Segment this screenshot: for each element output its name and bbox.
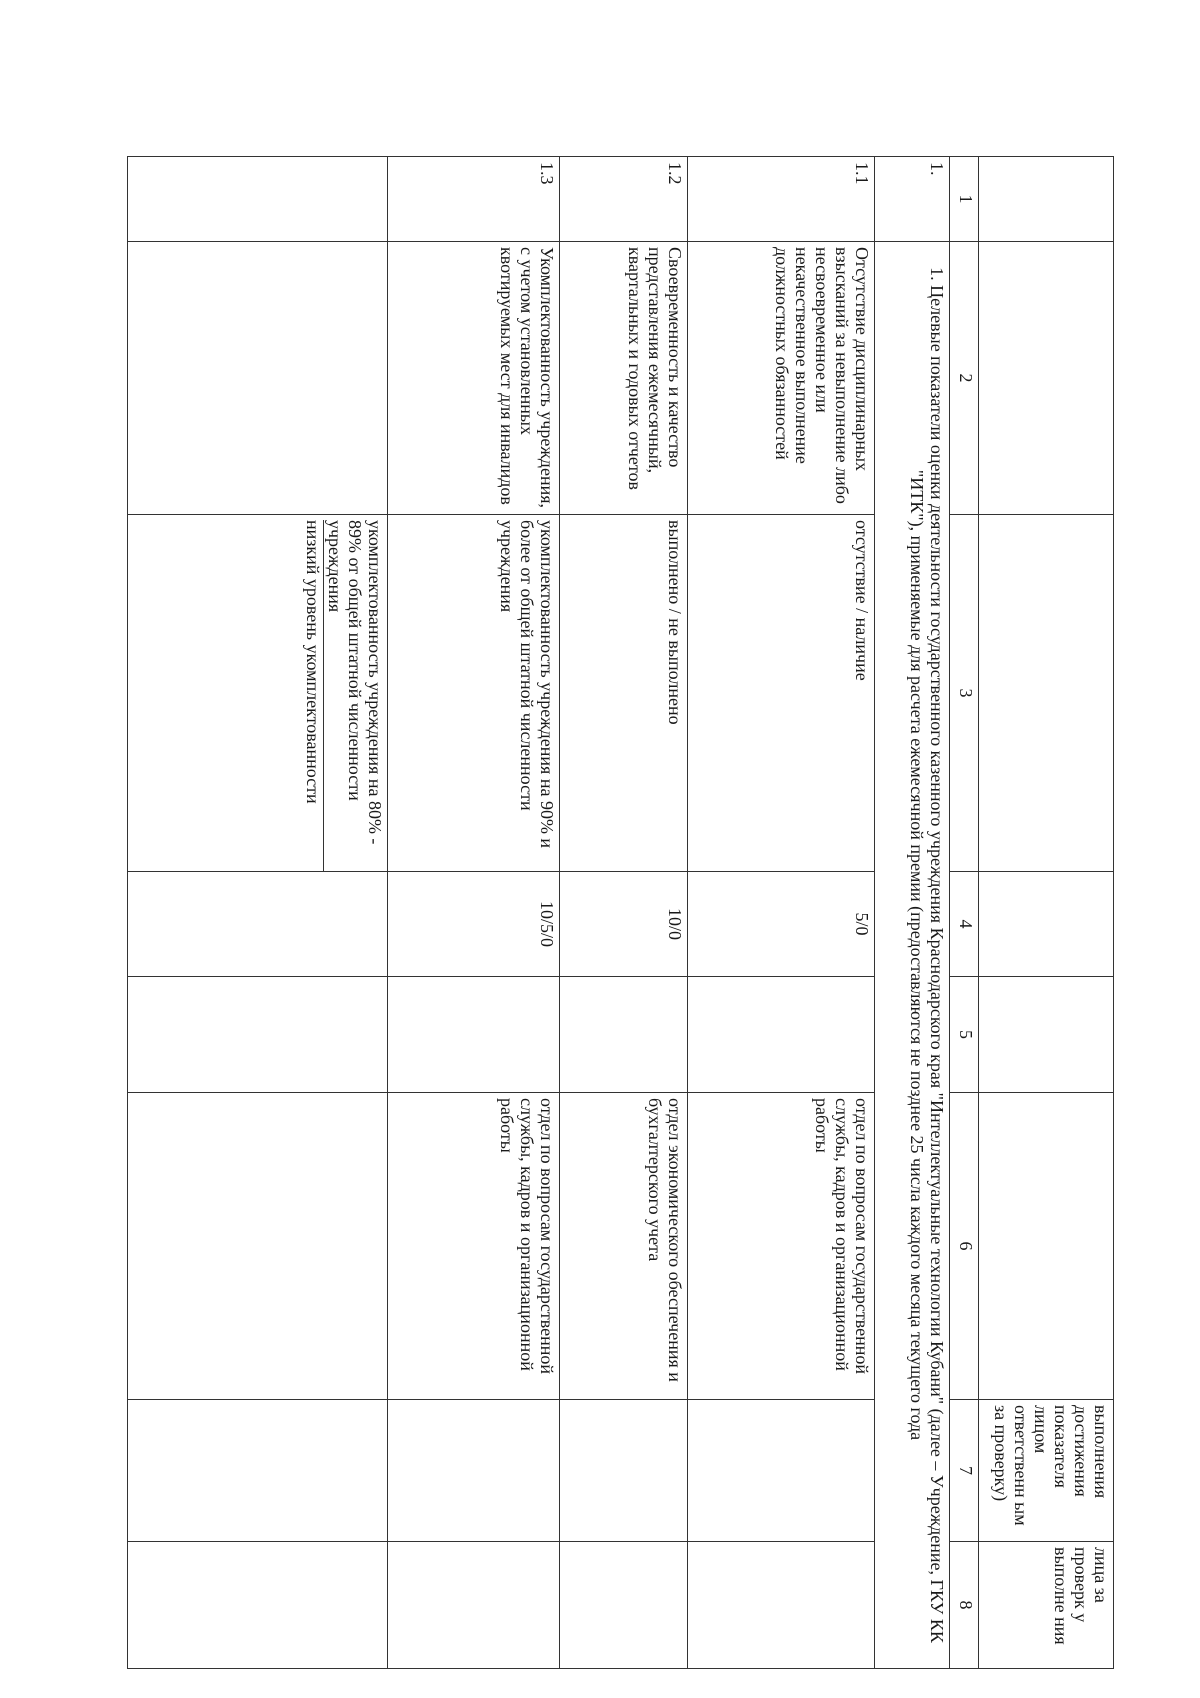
indicator-points: 10/0 [560, 872, 688, 977]
section-number: 1. [875, 157, 950, 242]
column-numbers-row [949, 157, 978, 1669]
indicator-col5 [560, 977, 688, 1093]
header-cell-1 [978, 157, 1113, 242]
criteria-subrow [302, 520, 324, 871]
indicator-name: Своевременность и качество представления ежемесячный, квартальных и годовых отчетов [560, 242, 688, 515]
indicator-col5 [688, 977, 875, 1093]
indicator-points: 5/0 [688, 872, 875, 977]
table-row [128, 157, 388, 1669]
indicator-points-empty [128, 872, 388, 977]
row-number: 1.1 [688, 157, 875, 242]
indicator-responsible-empty [128, 1093, 388, 1400]
table-row [387, 157, 560, 1669]
column-number-6: 6 [949, 1093, 978, 1400]
indicator-criterion: отсутствие / наличие [688, 515, 875, 872]
header-cell-4 [978, 872, 1113, 977]
table-row [560, 157, 688, 1669]
criteria-subrow [323, 520, 385, 871]
header-cell-7: выполнения достижения показателя лицом ответственн ым за проверку) [978, 1400, 1113, 1542]
section-title: 1. Целевые показатели оценки деятельности государственного казенного учреждения Краснодарского края "Интеллектуальные технологии Кубани" (далее – Учреждение, ГКУ КК "ИТК"), применяемые для расчета ежемесячной премии (предоставляются не позднее 25 числа каждого месяца текущего года [875, 242, 950, 1669]
column-number-5: 5 [949, 977, 978, 1093]
indicator-col5 [387, 977, 560, 1093]
column-number-7: 7 [949, 1400, 978, 1542]
indicator-col7 [688, 1400, 875, 1542]
header-cell-3 [978, 515, 1113, 872]
header-cell-2 [978, 242, 1113, 515]
indicator-col8-empty [128, 1542, 388, 1669]
criterion-option-2: укомплектованность учреждения на 80% - 89% от общей штатной численности учреждения [323, 520, 385, 871]
criteria-subrow [496, 520, 557, 871]
header-cell-6 [978, 1093, 1113, 1400]
indicators-table [127, 156, 1114, 1669]
indicator-col7 [560, 1400, 688, 1542]
row-number: 1.2 [560, 157, 688, 242]
indicator-col8 [688, 1542, 875, 1669]
header-cell-8: лица за проверк у выполне ния [978, 1542, 1113, 1669]
indicator-responsible: отдел экономического обеспечения и бухгалтерского учета [560, 1093, 688, 1400]
column-number-1: 1 [949, 157, 978, 242]
indicator-col8 [387, 1542, 560, 1669]
indicator-responsible: отдел по вопросам государственной службы, кадров и организационной работы [688, 1093, 875, 1400]
indicator-col5-empty [128, 977, 388, 1093]
criteria-subtable [496, 520, 557, 871]
indicator-criterion: выполнено / не выполнено [560, 515, 688, 872]
column-number-3: 3 [949, 515, 978, 872]
table-row [688, 157, 875, 1669]
indicator-name: Отсутствие дисциплинарных взысканий за невыполнение либо несвоевременное или некачественное выполнение должностных обязанностей [688, 242, 875, 515]
column-number-2: 2 [949, 242, 978, 515]
indicator-col7 [387, 1400, 560, 1542]
row-number: 1.3 [387, 157, 560, 242]
indicator-name: Укомплектованность учреждения, с учетом установленных квотируемых мест для инвалидов [387, 242, 560, 515]
header-row [978, 157, 1113, 1669]
criterion-option-1: укомплектованность учреждения на 90% и более от общей штатной численности учреждения [497, 520, 558, 849]
section-row [875, 157, 950, 1669]
indicator-responsible: отдел по вопросам государственной службы, кадров и организационной работы [387, 1093, 560, 1400]
rotated-document [114, 156, 1114, 1668]
indicator-col7-empty [128, 1400, 388, 1542]
indicator-criteria-cell [387, 515, 560, 872]
indicator-name-empty [128, 242, 388, 515]
indicator-criteria-cell-continued [128, 515, 388, 872]
row-number-empty [128, 157, 388, 242]
criteria-subtable-continued [302, 520, 385, 871]
column-number-4: 4 [949, 872, 978, 977]
column-number-8: 8 [949, 1542, 978, 1669]
header-cell-5 [978, 977, 1113, 1093]
indicator-col8 [560, 1542, 688, 1669]
criterion-option-3: низкий уровень укомплектованности [302, 520, 323, 804]
indicator-points: 10/5/0 [387, 872, 560, 977]
